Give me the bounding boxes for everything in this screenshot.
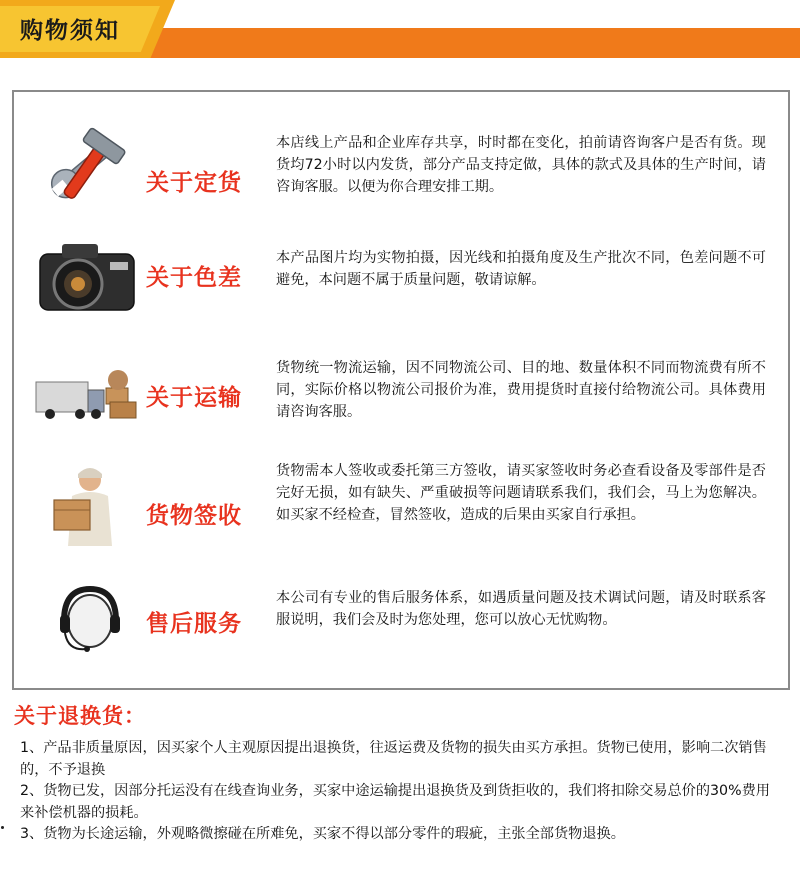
page-title: 购物须知 <box>20 18 120 44</box>
section-text: 本公司有专业的售后服务体系，如遇质量问题及技术调试问题，请及时联系客服说明，我们会及时为您处理，您可以放心无忧购物。 <box>276 590 766 628</box>
truck-boxes-icon <box>32 352 142 442</box>
section-text: 本产品图片均为实物拍摄，因光线和拍摄角度及生产批次不同，色差问题不可避免，本问题不属于质量问题，敬请谅解。 <box>276 250 766 288</box>
headset-support-icon <box>32 577 142 667</box>
notice-box <box>12 90 790 690</box>
section-label: 货物签收 <box>146 503 242 529</box>
section-label: 关于色差 <box>146 265 242 291</box>
returns-list <box>20 738 780 846</box>
section-text: 货物需本人签收或委托第三方签收，请买家签收时务必查看设备及零部件是否完好无损，如有缺失、严重破损等问题请联系我们，我们会，马上为您解决。如买家不经检查，冒然签收，造成的后果由买家自行承担。 <box>276 463 766 523</box>
section-text: 本店线上产品和企业库存共享，时时都在变化，拍前请咨询客户是否有货。现货均72小时以内发货，部分产品支持定做，具体的款式及具体的生产时间，请咨询客服。以便为你合理安排工期。 <box>276 135 766 195</box>
camera-icon <box>32 232 142 322</box>
section-label: 售后服务 <box>146 611 242 637</box>
stray-dot <box>1 826 4 829</box>
returns-item: 2、货物已发，因部分托运没有在线查询业务，买家中途运输提出退换货及到货拒收的，我们将扣除交易总价的30%费用来补偿机器的损耗。 <box>20 783 770 821</box>
section-label: 关于运输 <box>146 385 242 411</box>
returns-title: 关于退换货： <box>14 704 146 728</box>
returns-item: 1、产品非质量原因，因买家个人主观原因提出退换货，往返运费及货物的损失由买方承担。货物已使用，影响二次销售的，不予退换 <box>20 740 767 778</box>
courier-package-icon <box>32 462 142 552</box>
header-orange-bar <box>150 28 800 58</box>
section-text: 货物统一物流运输，因不同物流公司、目的地、数量体积不同而物流费有所不同，实际价格以物流公司报价为准，费用提货时直接付给物流公司。具体费用请咨询客服。 <box>276 360 766 420</box>
wrench-hammer-icon <box>32 122 142 212</box>
header-banner <box>0 0 800 62</box>
section-label: 关于定货 <box>146 170 242 196</box>
returns-item: 3、货物为长途运输，外观略微擦碰在所难免，买家不得以部分零件的瑕疵，主张全部货物退换。 <box>20 826 625 842</box>
